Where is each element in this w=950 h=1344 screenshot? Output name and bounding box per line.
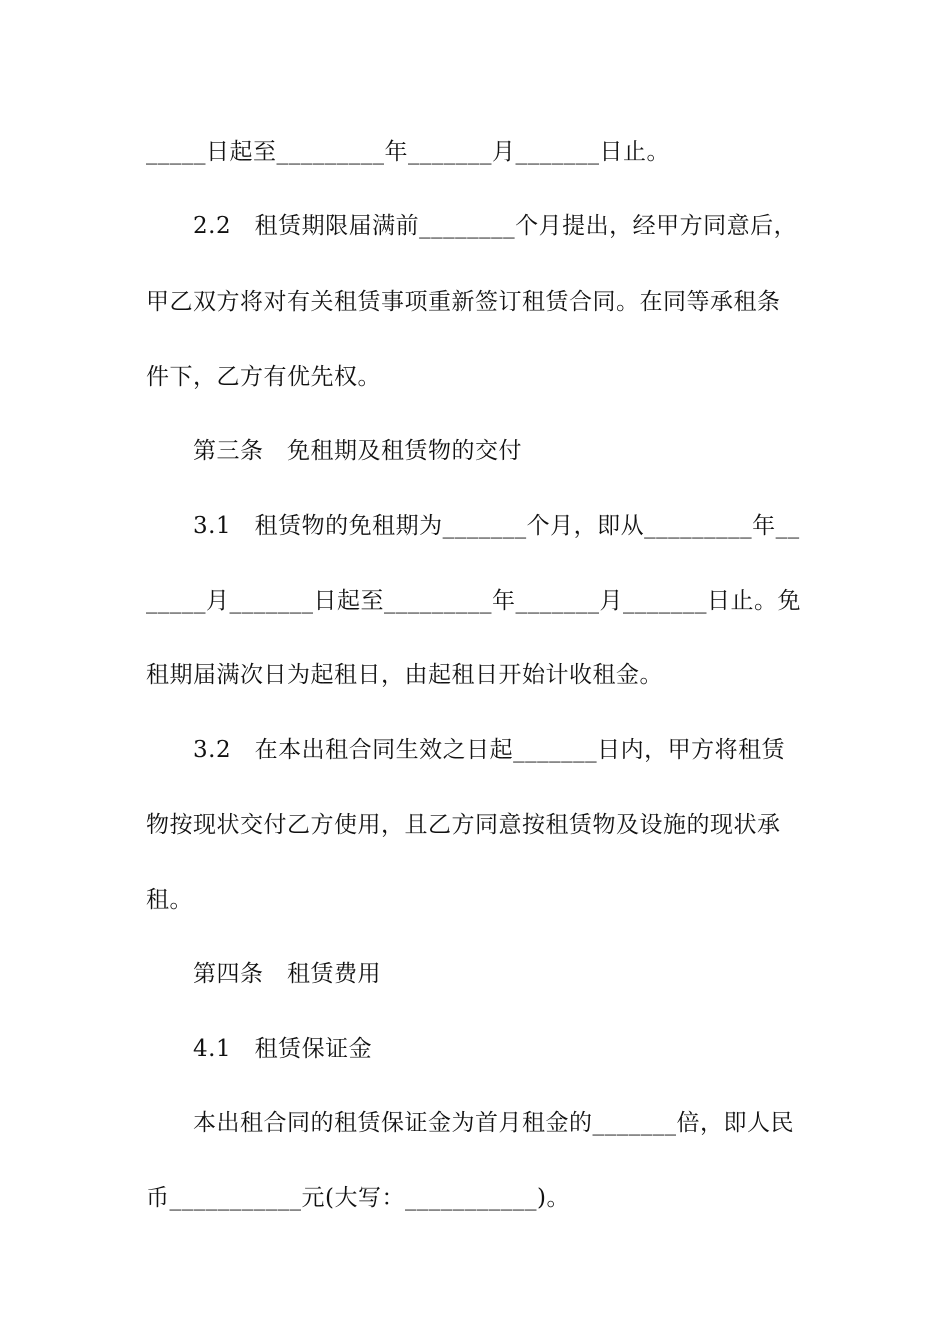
clause-2-2-line-1: 2.2 租赁期限届满前________个月提出，经甲方同意后，	[193, 213, 798, 239]
clause-4-1-heading: 4.1 租赁保证金	[193, 1036, 373, 1062]
clause-3-1-line-2: _____月_______日起至_________年_______月_______日止。免	[146, 588, 801, 614]
clause-3-2-line-1: 3.2 在本出租合同生效之日起_______日内，甲方将租赁	[193, 737, 786, 763]
clause-2-2-line-2: 甲乙双方将对有关租赁事项重新签订租赁合同。在同等承租条	[146, 289, 781, 315]
text-line-date-range: _____日起至_________年_______月_______日止。	[146, 139, 670, 165]
clause-3-2-line-3: 租。	[146, 887, 193, 913]
clause-3-1-line-3: 租期届满次日为起租日，由起租日开始计收租金。	[146, 662, 663, 688]
article-4-heading: 第四条 租赁费用	[193, 961, 381, 987]
clause-3-2-line-2: 物按现状交付乙方使用，且乙方同意按租赁物及设施的现状承	[146, 812, 781, 838]
article-3-heading: 第三条 免租期及租赁物的交付	[193, 438, 522, 464]
deposit-line-2: 币___________元(大写：___________)。	[146, 1185, 570, 1211]
clause-3-1-line-1: 3.1 租赁物的免租期为_______个月，即从_________年__	[193, 513, 800, 539]
clause-2-2-line-3: 件下，乙方有优先权。	[146, 364, 381, 390]
deposit-line-1: 本出租合同的租赁保证金为首月租金的_______倍，即人民	[193, 1110, 794, 1136]
